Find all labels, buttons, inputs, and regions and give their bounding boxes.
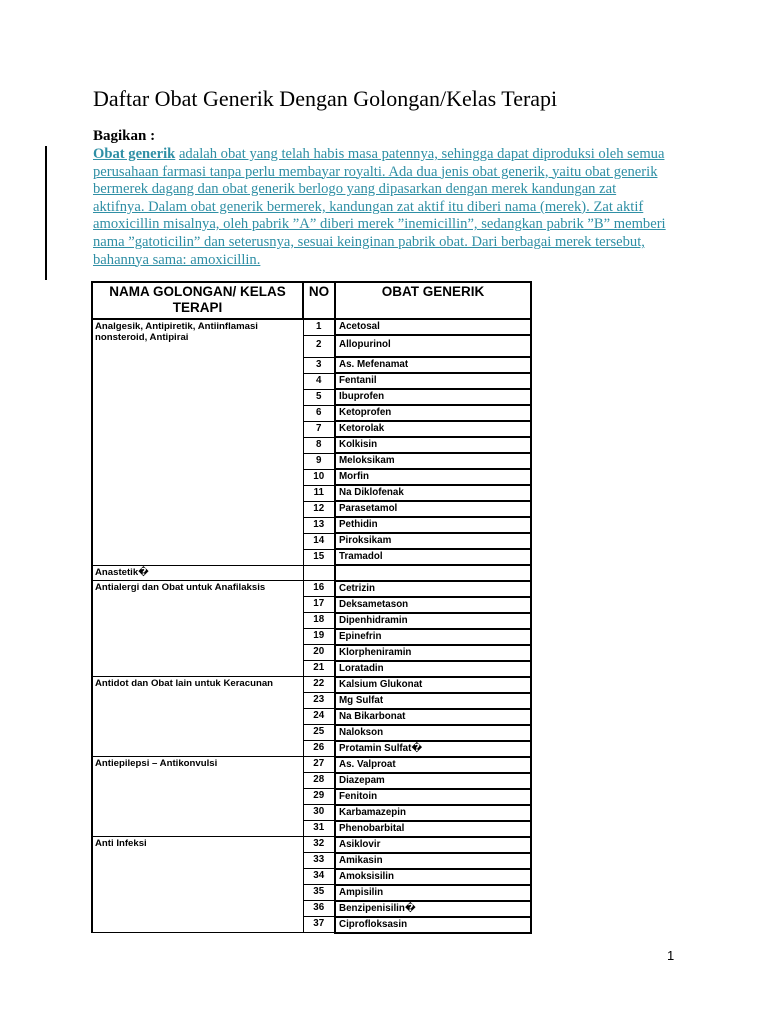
drug-name-cell: Epinefrin [335,629,531,645]
number-cell: 31 [303,821,335,837]
table-row [92,837,531,853]
drug-name-cell: Acetosal [335,319,531,335]
drug-name-cell: Phenobarbital [335,821,531,837]
table-header-row [92,282,531,319]
drug-name-cell: Meloksikam [335,453,531,469]
drug-name-cell [335,565,531,581]
drug-name-cell: Na Diklofenak [335,485,531,501]
number-cell: 30 [303,805,335,821]
header-no: NO [303,282,335,319]
table-row [92,319,531,335]
number-cell: 5 [303,389,335,405]
table-row [92,757,531,773]
drug-name-cell: Morfin [335,469,531,485]
number-cell: 29 [303,789,335,805]
number-cell: 35 [303,885,335,901]
obat-generik-link[interactable]: Obat generik [93,146,176,162]
number-cell: 17 [303,597,335,613]
drug-name-cell: Na Bikarbonat [335,709,531,725]
drug-table-container [91,281,532,934]
number-cell: 36 [303,901,335,917]
number-cell: 9 [303,453,335,469]
drug-name-cell: Karbamazepin [335,805,531,821]
drug-name-cell: Deksametason [335,597,531,613]
number-cell: 25 [303,725,335,741]
drug-name-cell: Ibuprofen [335,389,531,405]
category-cell: Anastetik� [92,565,303,581]
number-cell: 32 [303,837,335,853]
number-cell: 18 [303,613,335,629]
number-cell: 26 [303,741,335,757]
number-cell: 16 [303,581,335,597]
table-body [92,319,531,933]
drug-name-cell: Amoksisilin [335,869,531,885]
drug-name-cell: Kolkisin [335,437,531,453]
drug-name-cell: As. Valproat [335,757,531,773]
number-cell: 1 [303,319,335,335]
drug-name-cell: As. Mefenamat [335,357,531,373]
drug-name-cell: Benzipenisilin� [335,901,531,917]
number-cell: 27 [303,757,335,773]
drug-name-cell: Protamin Sulfat� [335,741,531,757]
drug-name-cell: Ketoprofen [335,405,531,421]
drug-name-cell: Parasetamol [335,501,531,517]
drug-name-cell: Diazepam [335,773,531,789]
number-cell: 11 [303,485,335,501]
drug-name-cell: Fentanil [335,373,531,389]
drug-name-cell: Tramadol [335,549,531,565]
table-row [92,565,531,581]
number-cell: 19 [303,629,335,645]
category-cell: Anti Infeksi [92,837,303,933]
share-label: Bagikan : [93,128,156,144]
category-cell: Antialergi dan Obat untuk Anafilaksis [92,581,303,677]
table-row [92,581,531,597]
number-cell: 8 [303,437,335,453]
number-cell: 14 [303,533,335,549]
intro-text: adalah obat yang telah habis masa patennya, sehingga dapat diproduksi oleh semua perusahaan farmasi tanpa perlu membayar royalti. Ada dua jenis obat generik, yaitu obat generik bermerek dagang dan obat generik berlogo yang dipasarkan dengan merek kandungan zat aktifnya. Dalam obat generik bermerek, kandungan zat aktif itu diberi nama (merek). Zat aktif amoxicillin misalnya, oleh pabrik ”A” diberi merek ”inemicillin”, sedangkan pabrik ”B” memberi nama ”gatoticilin” dan seterusnya, sesuai keinginan pabrik obat. Dari berbagai merek tersebut, bahannya sama: amoxicillin. [93,146,666,268]
drug-name-cell: Klorpheniramin [335,645,531,661]
drug-name-cell: Amikasin [335,853,531,869]
number-cell [303,565,335,581]
number-cell: 24 [303,709,335,725]
number-cell: 10 [303,469,335,485]
category-cell: Antidot dan Obat lain untuk Keracunan [92,677,303,757]
category-cell: Analgesik, Antipiretik, Antiinflamasi nonsteroid, Antipirai [92,319,303,565]
drug-name-cell: Fenitoin [335,789,531,805]
number-cell: 21 [303,661,335,677]
number-cell: 34 [303,869,335,885]
drug-name-cell: Dipenhidramin [335,613,531,629]
drug-name-cell: Ciprofloksasin [335,917,531,933]
number-cell: 33 [303,853,335,869]
number-cell: 28 [303,773,335,789]
drug-name-cell: Loratadin [335,661,531,677]
table-row [92,677,531,693]
drug-name-cell: Cetrizin [335,581,531,597]
number-cell: 4 [303,373,335,389]
change-bar [45,146,47,280]
number-cell: 3 [303,357,335,373]
drug-name-cell: Kalsium Glukonat [335,677,531,693]
number-cell: 22 [303,677,335,693]
number-cell: 23 [303,693,335,709]
header-category: NAMA GOLONGAN/ KELAS TERAPI [92,282,303,319]
number-cell: 7 [303,421,335,437]
drug-name-cell: Mg Sulfat [335,693,531,709]
drug-name-cell: Nalokson [335,725,531,741]
drug-name-cell: Pethidin [335,517,531,533]
number-cell: 13 [303,517,335,533]
intro-paragraph [93,146,668,269]
drug-name-cell: Asiklovir [335,837,531,853]
drug-name-cell: Ketorolak [335,421,531,437]
number-cell: 6 [303,405,335,421]
number-cell: 2 [303,335,335,357]
header-drug: OBAT GENERIK [335,282,531,319]
drug-name-cell: Ampisilin [335,885,531,901]
number-cell: 15 [303,549,335,565]
document-title: Daftar Obat Generik Dengan Golongan/Kelas Terapi [93,86,558,111]
number-cell: 37 [303,917,335,933]
drug-name-cell: Allopurinol [335,335,531,357]
drug-name-cell: Piroksikam [335,533,531,549]
number-cell: 20 [303,645,335,661]
number-cell: 12 [303,501,335,517]
drug-table [91,281,532,934]
page-number: 1 [667,948,675,963]
category-cell: Antiepilepsi – Antikonvulsi [92,757,303,837]
